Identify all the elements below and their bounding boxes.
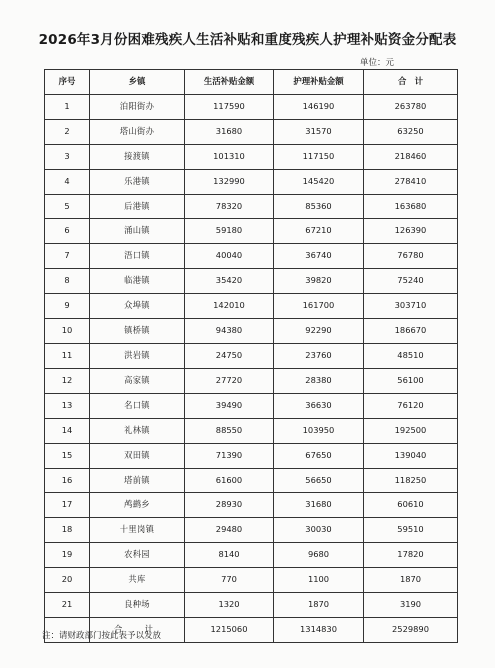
table-row	[45, 593, 458, 618]
cell-total: 56100	[364, 368, 458, 393]
cell-nursing-subsidy: 36740	[274, 244, 364, 269]
cell-town: 良种场	[90, 593, 185, 618]
cell-town: 双田镇	[90, 443, 185, 468]
header-living-subsidy: 生活补贴金额	[185, 70, 274, 95]
cell-town: 临港镇	[90, 269, 185, 294]
cell-town: 礼林镇	[90, 418, 185, 443]
table-row	[45, 169, 458, 194]
cell-index: 9	[45, 294, 90, 319]
table-row	[45, 319, 458, 344]
table-row	[45, 518, 458, 543]
table-row	[45, 393, 458, 418]
cell-total: 263780	[364, 94, 458, 119]
cell-index: 18	[45, 518, 90, 543]
cell-town: 鸬鹚乡	[90, 493, 185, 518]
cell-total: 3190	[364, 593, 458, 618]
table-row	[45, 568, 458, 593]
unit-label: 单位：元	[360, 58, 395, 68]
document-title: 2026年3月份困难残疾人生活补贴和重度残疾人护理补贴资金分配表	[38, 32, 457, 48]
table-row	[45, 468, 458, 493]
cell-total: 60610	[364, 493, 458, 518]
cell-nursing-subsidy: 28380	[274, 368, 364, 393]
cell-nursing-subsidy: 1870	[274, 593, 364, 618]
cell-index: 12	[45, 368, 90, 393]
cell-index: 3	[45, 144, 90, 169]
cell-town: 洪岩镇	[90, 343, 185, 368]
cell-index: 8	[45, 269, 90, 294]
cell-nursing-subsidy: 23760	[274, 343, 364, 368]
cell-nursing-subsidy: 145420	[274, 169, 364, 194]
cell-nursing-subsidy: 1100	[274, 568, 364, 593]
cell-town: 涌山镇	[90, 219, 185, 244]
cell-living-subsidy: 35420	[185, 269, 274, 294]
cell-town: 农科园	[90, 543, 185, 568]
cell-index: 19	[45, 543, 90, 568]
cell-town: 浯口镇	[90, 244, 185, 269]
table-row	[45, 343, 458, 368]
footnote: 注：请财政部门按此表予以发放	[42, 631, 162, 641]
cell-total: 63250	[364, 119, 458, 144]
cell-living-subsidy: 40040	[185, 244, 274, 269]
cell-town: 泊阳街办	[90, 94, 185, 119]
cell-town: 接渡镇	[90, 144, 185, 169]
cell-living-subsidy: 28930	[185, 493, 274, 518]
cell-living-subsidy: 8140	[185, 543, 274, 568]
cell-index: 13	[45, 393, 90, 418]
cell-index: 2	[45, 119, 90, 144]
header-nursing-subsidy: 护理补贴金额	[274, 70, 364, 95]
table-row	[45, 94, 458, 119]
cell-town: 塔前镇	[90, 468, 185, 493]
cell-town: 众埠镇	[90, 294, 185, 319]
cell-nursing-subsidy: 9680	[274, 543, 364, 568]
table-row	[45, 368, 458, 393]
cell-living-subsidy: 117590	[185, 94, 274, 119]
cell-town: 后港镇	[90, 194, 185, 219]
cell-total: 76780	[364, 244, 458, 269]
cell-nursing-subsidy: 36630	[274, 393, 364, 418]
cell-town: 塔山街办	[90, 119, 185, 144]
cell-nursing-subsidy: 39820	[274, 269, 364, 294]
cell-nursing-subsidy: 67650	[274, 443, 364, 468]
cell-index: 4	[45, 169, 90, 194]
total-nursing-subsidy: 1314830	[274, 617, 364, 642]
cell-total: 186670	[364, 319, 458, 344]
cell-living-subsidy: 71390	[185, 443, 274, 468]
cell-living-subsidy: 24750	[185, 343, 274, 368]
total-row-label: 合 计	[90, 617, 185, 642]
cell-nursing-subsidy: 30030	[274, 518, 364, 543]
cell-living-subsidy: 1320	[185, 593, 274, 618]
cell-nursing-subsidy: 31680	[274, 493, 364, 518]
cell-index: 1	[45, 94, 90, 119]
table-row	[45, 119, 458, 144]
table-row	[45, 194, 458, 219]
cell-living-subsidy: 94380	[185, 319, 274, 344]
cell-total: 218460	[364, 144, 458, 169]
cell-index: 11	[45, 343, 90, 368]
cell-index: 16	[45, 468, 90, 493]
cell-total: 303710	[364, 294, 458, 319]
cell-town: 共库	[90, 568, 185, 593]
cell-total: 192500	[364, 418, 458, 443]
table-row	[45, 543, 458, 568]
cell-living-subsidy: 78320	[185, 194, 274, 219]
table-row	[45, 269, 458, 294]
cell-town: 乐港镇	[90, 169, 185, 194]
cell-nursing-subsidy: 56650	[274, 468, 364, 493]
cell-living-subsidy: 142010	[185, 294, 274, 319]
cell-total: 163680	[364, 194, 458, 219]
cell-index: 6	[45, 219, 90, 244]
cell-total: 278410	[364, 169, 458, 194]
cell-town: 镇桥镇	[90, 319, 185, 344]
table-row	[45, 418, 458, 443]
cell-total: 75240	[364, 269, 458, 294]
cell-index: 20	[45, 568, 90, 593]
cell-living-subsidy: 101310	[185, 144, 274, 169]
cell-total: 48510	[364, 343, 458, 368]
cell-living-subsidy: 27720	[185, 368, 274, 393]
cell-index: 15	[45, 443, 90, 468]
cell-living-subsidy: 31680	[185, 119, 274, 144]
cell-nursing-subsidy: 92290	[274, 319, 364, 344]
cell-nursing-subsidy: 146190	[274, 94, 364, 119]
cell-living-subsidy: 61600	[185, 468, 274, 493]
cell-total: 139040	[364, 443, 458, 468]
table-row	[45, 144, 458, 169]
cell-nursing-subsidy: 85360	[274, 194, 364, 219]
cell-total: 126390	[364, 219, 458, 244]
cell-living-subsidy: 39490	[185, 393, 274, 418]
cell-index: 5	[45, 194, 90, 219]
subsidy-table	[44, 69, 458, 643]
table-row	[45, 493, 458, 518]
cell-nursing-subsidy: 117150	[274, 144, 364, 169]
table-row	[45, 443, 458, 468]
cell-total: 76120	[364, 393, 458, 418]
table-row	[45, 294, 458, 319]
table-body	[45, 94, 458, 617]
cell-living-subsidy: 29480	[185, 518, 274, 543]
cell-town: 十里岗镇	[90, 518, 185, 543]
header-index: 序号	[45, 70, 90, 95]
cell-total: 59510	[364, 518, 458, 543]
cell-living-subsidy: 59180	[185, 219, 274, 244]
table-row	[45, 219, 458, 244]
cell-town: 名口镇	[90, 393, 185, 418]
cell-living-subsidy: 770	[185, 568, 274, 593]
cell-index: 17	[45, 493, 90, 518]
total-living-subsidy: 1215060	[185, 617, 274, 642]
cell-index: 7	[45, 244, 90, 269]
cell-living-subsidy: 132990	[185, 169, 274, 194]
header-total: 合 计	[364, 70, 458, 95]
cell-nursing-subsidy: 67210	[274, 219, 364, 244]
cell-nursing-subsidy: 31570	[274, 119, 364, 144]
cell-total: 118250	[364, 468, 458, 493]
cell-nursing-subsidy: 161700	[274, 294, 364, 319]
cell-index: 14	[45, 418, 90, 443]
cell-total: 1870	[364, 568, 458, 593]
table-header-row	[45, 70, 458, 95]
cell-total: 17820	[364, 543, 458, 568]
grand-total: 2529890	[364, 617, 458, 642]
cell-nursing-subsidy: 103950	[274, 418, 364, 443]
table-row	[45, 244, 458, 269]
header-town: 乡镇	[90, 70, 185, 95]
cell-town: 高家镇	[90, 368, 185, 393]
cell-index: 21	[45, 593, 90, 618]
cell-index: 10	[45, 319, 90, 344]
cell-living-subsidy: 88550	[185, 418, 274, 443]
